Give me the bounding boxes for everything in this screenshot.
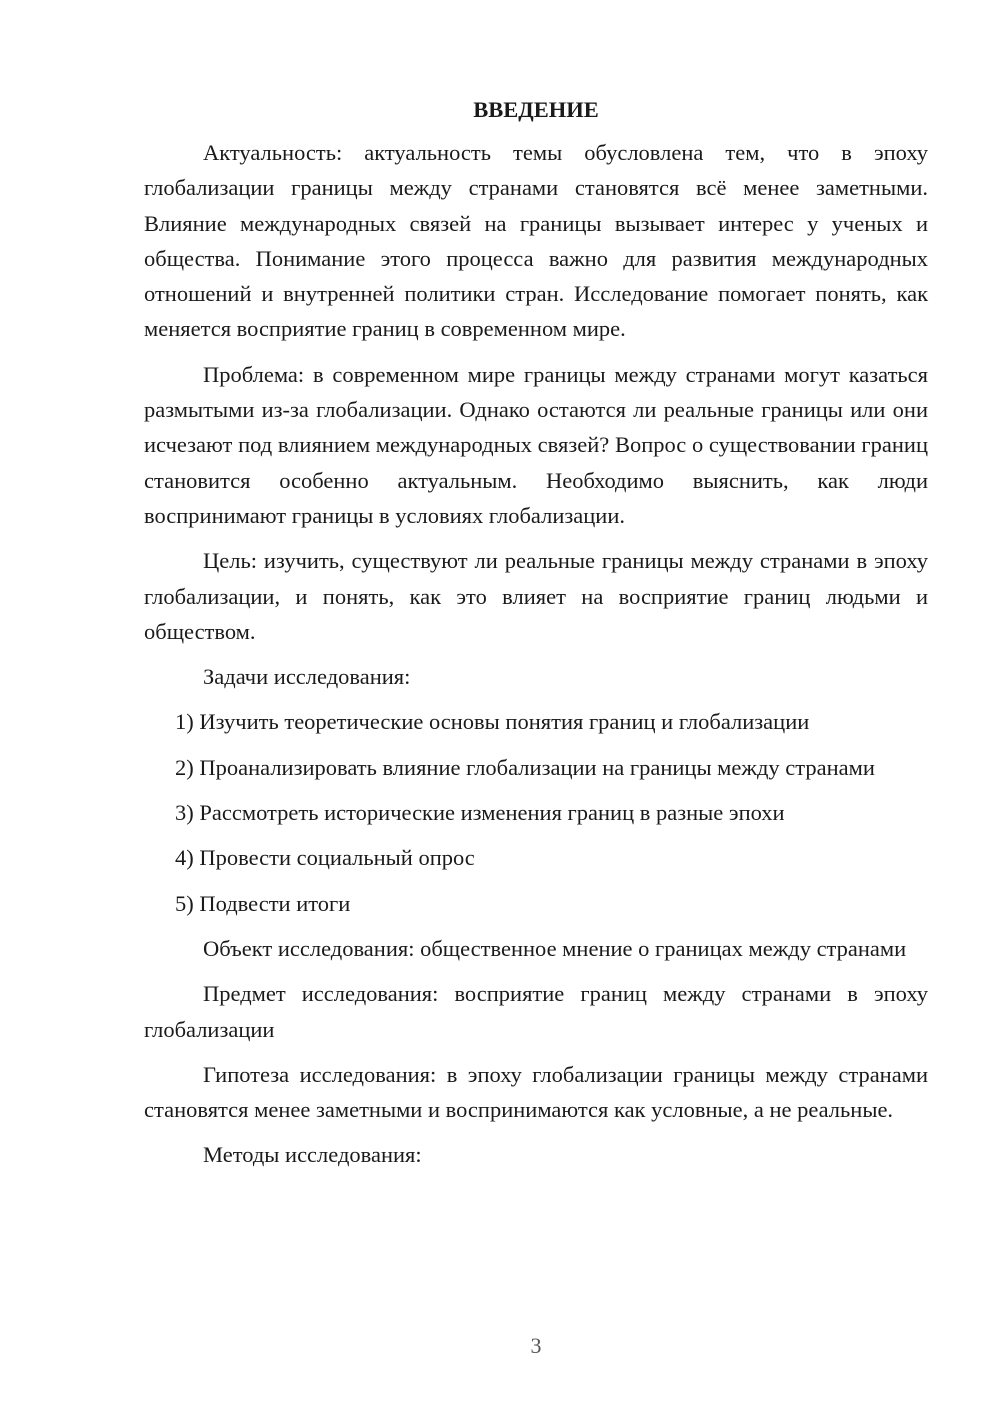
research-subject-paragraph: Предмет исследования: восприятие границ между странами в эпоху глобализации bbox=[144, 981, 928, 1042]
task-item-4: 4) Провести социальный опрос bbox=[175, 845, 475, 871]
page-number: 3 bbox=[530, 1333, 542, 1358]
page-title: ВВЕДЕНИЕ bbox=[473, 97, 599, 122]
relevance-paragraph: Актуальность: актуальность темы обусловлена тем, что в эпоху глобализации границы между странами становятся всё менее заметными. Влияние международных связей на границы вызывает интерес у ученых и общества. Понимание этого процесса важно для развития международных отношений и внутренней политики стран. Исследование помогает понять, как меняется восприятие границ в современном мире. bbox=[144, 140, 928, 342]
research-object-paragraph: Объект исследования: общественное мнение о границах между странами bbox=[203, 935, 907, 961]
goal-paragraph: Цель: изучить, существуют ли реальные границы между странами в эпоху глобализации, и понять, как это влияет на восприятие границ людьми и обществом. bbox=[144, 548, 928, 644]
hypothesis-paragraph: Гипотеза исследования: в эпоху глобализации границы между странами становятся менее заметными и воспринимаются как условные, а не реальные. bbox=[144, 1061, 928, 1123]
task-item-1: 1) Изучить теоретические основы понятия границ и глобализации bbox=[175, 709, 810, 735]
page-content bbox=[144, 92, 928, 1183]
tasks-heading: Задачи исследования: bbox=[203, 664, 411, 690]
methods-heading: Методы исследования: bbox=[203, 1142, 422, 1168]
task-item-3: 3) Рассмотреть исторические изменения границ в разные эпохи bbox=[175, 800, 785, 826]
task-item-2: 2) Проанализировать влияние глобализации на границы между странами bbox=[175, 754, 875, 780]
problem-paragraph: Проблема: в современном мире границы между странами могут казаться размытыми из-за глобализации. Однако остаются ли реальные границы или они исчезают под влиянием международных связей? Вопрос о существовании границ становится особенно актуальным. Необходимо выяснить, как люди воспринимают границы в условиях глобализации. bbox=[144, 361, 928, 528]
task-item-5: 5) Подвести итоги bbox=[175, 890, 351, 916]
